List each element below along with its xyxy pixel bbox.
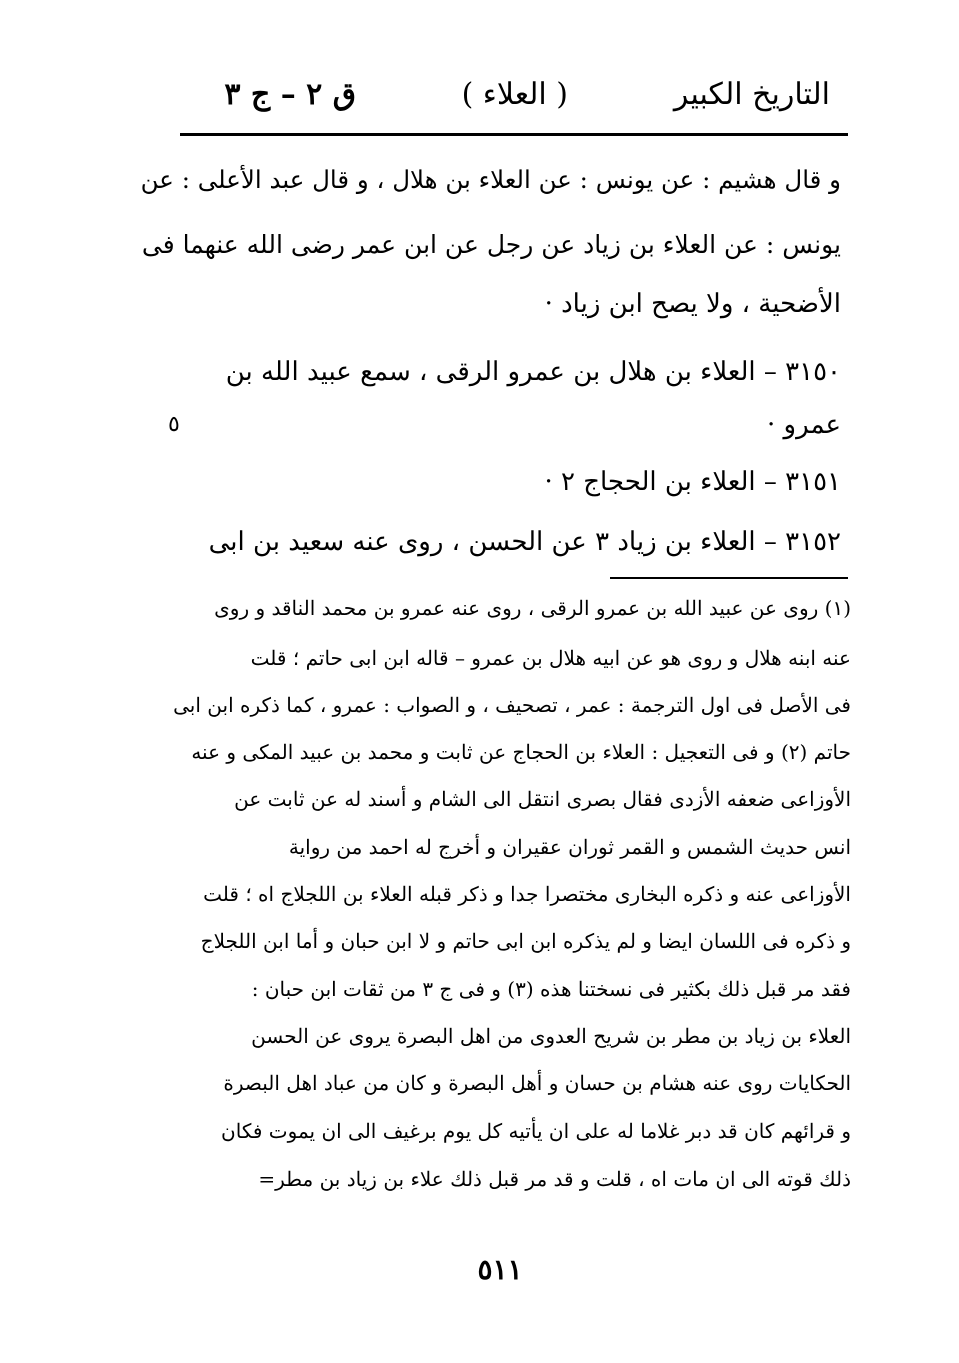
footnote-line: عنه ابنه هلال و روى هو عن ابيه هلال بن عمرو – قاله ابن ابى حاتم ؛ قلت [250, 646, 851, 670]
section-title: ( العلاء ) [461, 77, 568, 112]
footnote-line: الأوزاعى عنه و ذكره البخارى مختصرا جدا و ذكر قبله العلاء بن اللجلاج اه ؛ قلت [203, 882, 851, 906]
page-number: ٥١١ [477, 1253, 523, 1286]
main-line: الأضحية ، ولا يصح ابن زياد · [544, 289, 841, 319]
footnote-line: و ذكره فى اللسان ايضا و لم يذكره ابن ابى حاتم و لا ابن حبان و أما ابن اللجلاج [200, 929, 851, 953]
footnote-line: حاتم (٢) و فى التعجيل : العلاء بن الحجاج عن ثابت و محمد بن عبيد المكى و عنه [191, 740, 851, 764]
volume-indicator: ق ٢ – ج ٣ [224, 77, 356, 112]
footnote-line: فقد مر قبل ذلك بكثير فى نسختنا هذه (٣) و فى ج ٣ من ثقات ابن حبان : [251, 977, 851, 1001]
entry-3152: ٣١٥٢ – العلاء بن زياد ٣ عن الحسن ، روى عنه سعيد بن ابى [208, 527, 841, 557]
footnote-line: ذلك قوته الى ان مات اه ، قلت و قد مر قبل ذلك علاء بن زياد بن مطر= [258, 1167, 851, 1191]
main-line: و قال هشيم : عن يونس : عن العلاء بن هلال ، و قال عبد الأعلى : عن [140, 165, 841, 194]
margin-line-number: ٥ [168, 412, 180, 437]
entry-3151: ٣١٥١ – العلاء بن الحجاج ٢ · [544, 467, 841, 497]
footnote-line: العلاء بن زياد بن مطر بن شريح العدوى من اهل البصرة يروى عن الحسن [251, 1024, 851, 1048]
footnote-rule [610, 577, 848, 579]
main-line: عمرو · [767, 410, 841, 440]
footnote-line: الحكايات روى عنه هشام بن حسان و أهل البصرة و كان من عباد اهل البصرة [223, 1071, 851, 1095]
footnote-line: فى الأصل فى اول الترجمة : عمر ، تصحيف ، و الصواب : عمرو ، كما ذكره ابن ابى [173, 693, 851, 717]
footnote-line: (١) روى عن عبيد الله بن عمرو الرقى ، روى عنه عمرو بن محمد الناقد و روى [214, 596, 851, 620]
entry-3150: ٣١٥٠ – العلاء بن هلال بن عمرو الرقى ، سمع عبيد الله بن [225, 357, 841, 387]
footnote-line: الأوزاعى ضعفه الأزدى فقال بصرى انتقل الى الشام و أسند له عن ثابت عن [234, 787, 851, 811]
main-line: يونس : عن العلاء بن زياد عن رجل عن ابن عمر رضى الله عنهما فى [141, 230, 841, 259]
footnote-line: و قرائهم كان قد دبر غلاما له على ان يأتيه كل يوم برغيف الى ان يموت فكان [221, 1119, 851, 1143]
footnote-line: انس حديث الشمس و القمر ثوران عقيران و أخرج له احمد من رواية [288, 835, 851, 859]
book-title: التاريخ الكبير [673, 77, 830, 112]
header-rule [180, 133, 848, 136]
running-header [218, 70, 830, 120]
